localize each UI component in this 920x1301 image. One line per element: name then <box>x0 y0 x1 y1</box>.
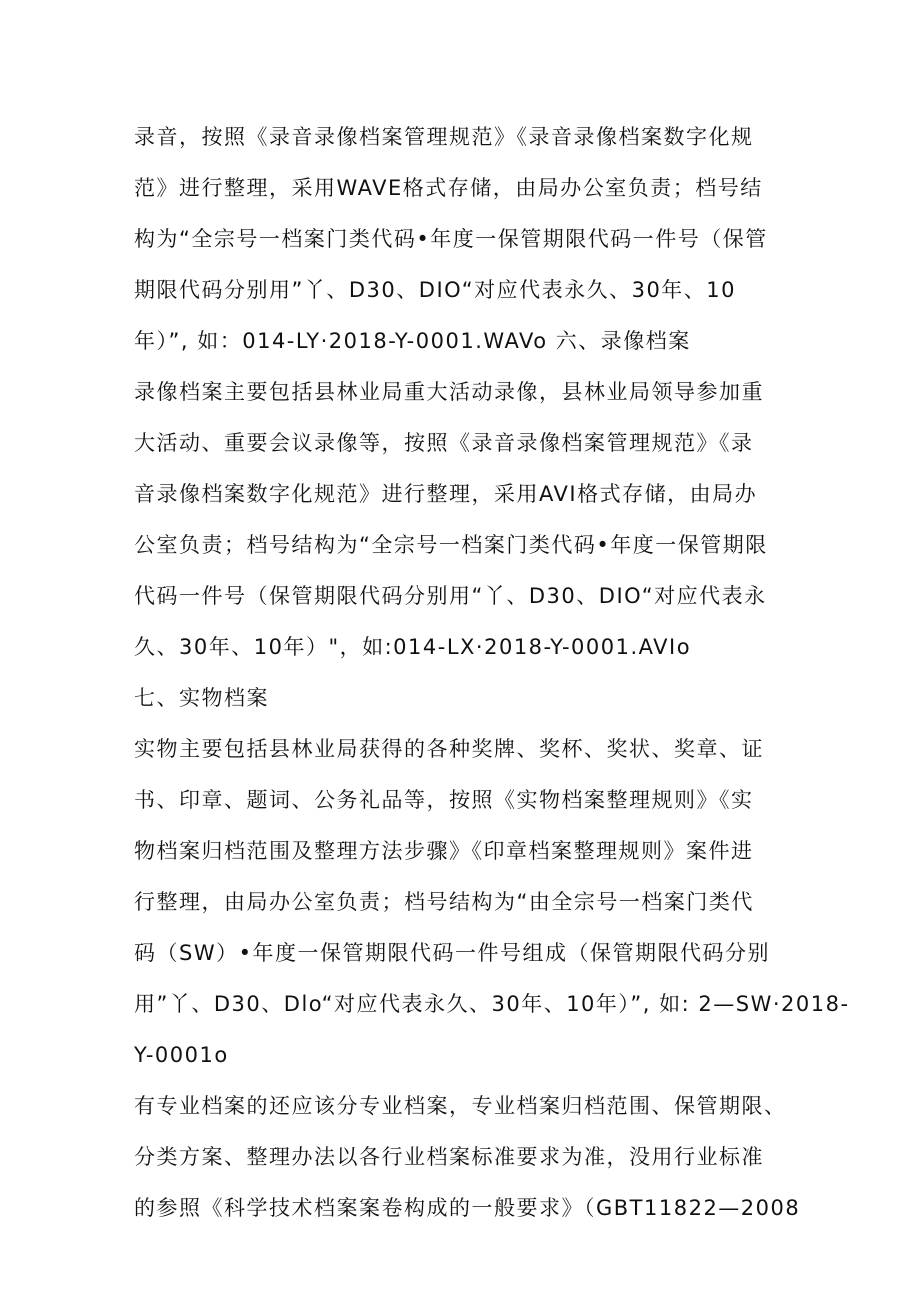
body-line: 实物主要包括县林业局获得的各种奖牌、奖杯、奖状、奖章、证 <box>134 737 764 761</box>
body-line: 的参照《科学技术档案案卷构成的一般要求》（GBT11822—2008 <box>134 1196 801 1220</box>
body-line: 久、30年、10年）"，如:014-LX·2018-Y-0001.AVIo <box>134 635 692 659</box>
body-line: 录像档案主要包括县林业局重大活动录像，县林业局领导参加重 <box>134 380 764 404</box>
body-line: 年）”, 如：014-LY·2018-Y-0001.WAVo 六、录像档案 <box>134 329 691 353</box>
body-line: Y-0001o <box>134 1043 229 1067</box>
body-line: 用”丫、D30、Dlo“对应代表永久、30年、10年）”, 如: 2—SW·2018- <box>134 992 850 1016</box>
body-line: 公室负责；档号结构为“全宗号一档案门类代码•年度一保管期限 <box>134 533 768 557</box>
body-line: 书、印章、题词、公务礼品等，按照《实物档案整理规则》《实 <box>134 788 754 812</box>
body-line: 行整理，由局办公室负责；档号结构为“由全宗号一档案门类代 <box>134 890 754 914</box>
body-line: 代码一件号（保管期限代码分别用“丫、D30、DIO“对应代表永 <box>134 584 767 608</box>
body-line: 期限代码分别用”丫、D30、DIO“对应代表永久、30年、10 <box>134 278 737 302</box>
body-line: 录音，按照《录音录像档案管理规范》《录音录像档案数字化规 <box>134 125 754 149</box>
body-line: 音录像档案数字化规范》进行整理，采用AVI格式存储，由局办 <box>134 482 758 506</box>
body-line: 物档案归档范围及整理方法步骤》《印章档案整理规则》案件进 <box>134 839 754 863</box>
body-line: 大活动、重要会议录像等，按照《录音录像档案管理规范》《录 <box>134 431 754 455</box>
body-line: 有专业档案的还应该分专业档案，专业档案归档范围、保管期限、 <box>134 1094 787 1118</box>
body-line: 构为“全宗号一档案门类代码•年度一保管期限代码一件号（保管 <box>134 227 768 251</box>
body-line: 范》进行整理，采用WAVE格式存储，由局办公室负责；档号结 <box>134 176 763 200</box>
section-heading: 七、实物档案 <box>134 686 269 710</box>
body-line: 码（SW）•年度一保管期限代码一件号组成（保管期限代码分别 <box>134 941 770 965</box>
body-line: 分类方案、整理办法以各行业档案标准要求为准，没用行业标准 <box>134 1145 764 1169</box>
document-body <box>134 112 850 1234</box>
